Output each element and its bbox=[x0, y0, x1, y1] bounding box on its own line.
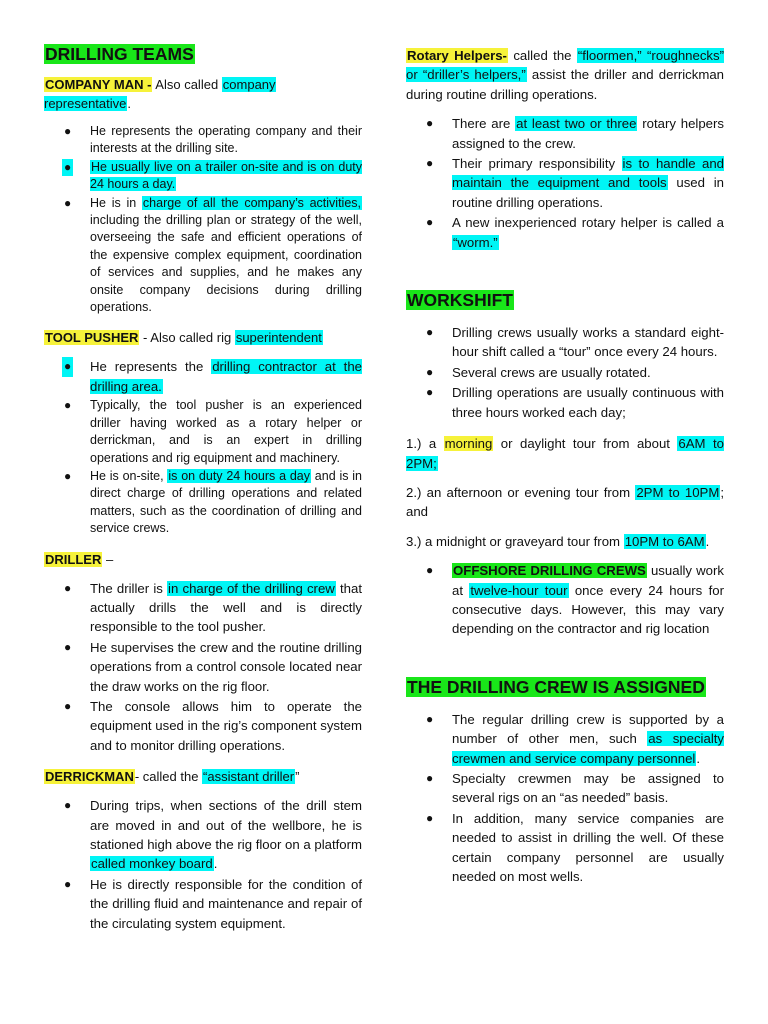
bullet-highlight: in charge of the drilling crew bbox=[168, 580, 335, 596]
bullet-icon: ● bbox=[64, 124, 72, 138]
bullet-icon: ● bbox=[62, 357, 73, 376]
tour-highlight: 6AM to 2PM; bbox=[406, 436, 725, 471]
bullet-text: He is directly responsible for the condition of the drilling fluid and maintenance and repair of the circulating system equipment. bbox=[90, 876, 362, 931]
bullet-highlight: at least two or three bbox=[516, 116, 637, 132]
tour-highlight: 10PM to 6AM bbox=[624, 533, 705, 549]
bullet-icon: ● bbox=[426, 116, 434, 131]
bullet-text: rotary helpers assigned to the crew. bbox=[452, 116, 725, 151]
workshift-heading: WORKSHIFT bbox=[407, 290, 513, 311]
tour-afternoon bbox=[406, 483, 724, 522]
list-item bbox=[44, 123, 362, 158]
right-column bbox=[406, 44, 724, 898]
tour-text: . bbox=[705, 533, 710, 549]
bullet-highlight: is on duty 24 hours a day bbox=[168, 468, 310, 483]
tour-text: 1.) a bbox=[406, 436, 444, 452]
bullet-text: The console allows him to operate the equipment used in the rig’s component system and to monitor drilling operations. bbox=[90, 698, 362, 753]
tool-pusher-list bbox=[44, 357, 362, 537]
bullet-icon: ● bbox=[64, 195, 72, 210]
bullet-highlight: drilling contractor at the drilling area. bbox=[90, 359, 362, 394]
list-item bbox=[406, 323, 724, 362]
list-item bbox=[44, 468, 362, 538]
bullet-text: He is in bbox=[90, 195, 142, 210]
list-item bbox=[44, 195, 362, 317]
tour-text: 3.) a midnight or graveyard tour from bbox=[406, 533, 624, 549]
bullet-text: that actually drills the well and is directly responsible to the tool pusher. bbox=[90, 580, 362, 635]
list-item bbox=[406, 154, 724, 212]
tour-midnight bbox=[406, 532, 724, 551]
company-man-list bbox=[44, 123, 362, 316]
derrickman-list bbox=[44, 796, 362, 933]
bullet-icon: ● bbox=[426, 156, 434, 171]
list-item bbox=[44, 796, 362, 874]
bullet-icon: ● bbox=[426, 215, 434, 230]
derrickman-end: ” bbox=[295, 769, 300, 785]
tour-highlight-yellow: morning bbox=[444, 436, 493, 452]
bullet-text: Specialty crewmen may be assigned to several rigs on an “as needed” basis. bbox=[452, 770, 724, 806]
tool-pusher-label: TOOL PUSHER bbox=[45, 330, 139, 346]
bullet-icon: ● bbox=[426, 770, 434, 785]
bullet-icon: ● bbox=[426, 810, 434, 825]
derrickman-text: - called the bbox=[134, 769, 203, 785]
driller-intro bbox=[44, 550, 362, 569]
bullet-icon: ● bbox=[426, 385, 434, 400]
list-item bbox=[44, 638, 362, 696]
bullet-text: In addition, many service companies are needed to assist in drilling the well. Of these certain company personnel are usually needed on most wells. bbox=[452, 810, 724, 884]
bullet-text: The driller is bbox=[90, 580, 168, 596]
bullet-text: used in routine drilling operations. bbox=[452, 175, 724, 210]
bullet-icon: ● bbox=[64, 876, 72, 891]
list-item bbox=[44, 579, 362, 637]
derrickman-intro bbox=[44, 767, 362, 786]
list-item bbox=[406, 363, 724, 382]
driller-label: DRILLER bbox=[45, 551, 102, 567]
tool-pusher-text: - Also called rig bbox=[139, 330, 235, 346]
bullet-text: A new inexperienced rotary helper is called a bbox=[452, 215, 724, 231]
rotary-text: called the bbox=[507, 48, 577, 63]
bullet-icon: ● bbox=[426, 563, 434, 578]
company-man-intro bbox=[44, 75, 362, 113]
bullet-text: . bbox=[696, 750, 701, 766]
bullet-text: usually work at bbox=[452, 563, 724, 598]
list-item bbox=[44, 697, 362, 755]
tour-morning bbox=[406, 434, 724, 473]
company-man-highlight: company representative bbox=[44, 77, 276, 111]
bullet-icon: ● bbox=[62, 159, 73, 176]
list-item bbox=[44, 159, 362, 194]
bullet-highlight: as specialty crewmen and service company personnel bbox=[452, 731, 725, 766]
bullet-text: once every 24 hours for consecutive days. However, this may vary depending on the contractor and rig location bbox=[452, 582, 724, 637]
tool-pusher-highlight: superintendent bbox=[235, 330, 322, 346]
company-man-end: . bbox=[127, 96, 132, 111]
list-item bbox=[406, 809, 724, 887]
offshore-list bbox=[406, 561, 724, 639]
bullet-icon: ● bbox=[64, 698, 72, 713]
rotary-helpers-intro bbox=[406, 46, 724, 104]
bullet-text: He represents the bbox=[90, 359, 212, 375]
bullet-icon: ● bbox=[64, 398, 72, 413]
derrickman-highlight: “assistant driller bbox=[203, 769, 295, 785]
rotary-helpers-label: Rotary Helpers- bbox=[407, 48, 507, 63]
tour-text: 2.) an afternoon or evening tour from bbox=[406, 484, 636, 500]
bullet-text: He supervises the crew and the routine drilling operations from a control console located near the draw works on the rig floor. bbox=[90, 639, 362, 694]
bullet-text: and is in direct charge of drilling operations and related matters, such as the coordination of drilling and service crews. bbox=[90, 468, 362, 536]
bullet-highlight: twelve-hour tour bbox=[470, 582, 568, 598]
tour-text: or daylight tour from about bbox=[493, 436, 678, 452]
driller-dash: – bbox=[102, 551, 114, 567]
bullet-text: There are bbox=[452, 116, 516, 132]
bullet-icon: ● bbox=[64, 639, 72, 654]
bullet-highlight: charge of all the company’s activities, bbox=[142, 195, 361, 210]
list-item bbox=[406, 561, 724, 639]
list-item bbox=[44, 357, 362, 396]
drilling-teams-heading: DRILLING TEAMS bbox=[45, 44, 194, 64]
bullet-text: Their primary responsibility bbox=[452, 156, 622, 172]
list-item bbox=[406, 213, 724, 252]
bullet-icon: ● bbox=[426, 325, 434, 340]
workshift-list bbox=[406, 323, 724, 422]
bullet-text: Several crews are usually rotated. bbox=[452, 364, 651, 380]
bullet-text: During trips, when sections of the drill stem are moved in and out of the wellbore, he is stationed high above the rig floor on a platform bbox=[90, 798, 362, 852]
crew-assigned-heading: THE DRILLING CREW IS ASSIGNED bbox=[407, 676, 705, 697]
bullet-text: including the drilling plan or strategy of the well, overseeing the safe and efficient operations of the expensive complex equipment, coordination of services and supplies, and he makes any onsite company decisions during drilling operations. bbox=[90, 213, 362, 315]
list-item bbox=[406, 114, 724, 153]
bullet-highlight: is to handle and maintain the equipment and tools bbox=[452, 156, 724, 191]
bullet-icon: ● bbox=[426, 711, 434, 726]
list-item bbox=[44, 875, 362, 933]
list-item bbox=[406, 769, 724, 808]
bullet-highlight: “worm.” bbox=[453, 234, 498, 250]
left-column bbox=[44, 44, 362, 945]
rotary-text-post: assist the driller and derrickman during routine drilling operations. bbox=[406, 67, 724, 102]
driller-list bbox=[44, 579, 362, 756]
derrickman-label: DERRICKMAN bbox=[45, 769, 134, 785]
bullet-icon: ● bbox=[64, 798, 72, 813]
bullet-highlight: called monkey board bbox=[91, 856, 213, 872]
bullet-text: Drilling operations are usually continuous with three hours worked each day; bbox=[452, 385, 724, 420]
bullet-text: The regular drilling crew is supported by a number of other men, such bbox=[452, 711, 724, 747]
bullet-text: Typically, the tool pusher is an experienced driller having worked as a rotary helper or derrickman, and is an expert in drilling operations and rig equipment and machinery. bbox=[90, 398, 362, 465]
bullet-icon: ● bbox=[64, 580, 72, 595]
bullet-icon: ● bbox=[426, 364, 434, 379]
company-man-text: Also called bbox=[152, 77, 222, 92]
list-item bbox=[44, 397, 362, 467]
bullet-text: He is on-site, bbox=[90, 468, 168, 483]
rotary-list bbox=[406, 114, 724, 252]
tour-text: ; and bbox=[406, 484, 724, 520]
rotary-highlight: “floormen,” “roughnecks” or “driller’s helpers,” bbox=[406, 48, 724, 83]
bullet-text-highlight: He usually live on a trailer on-site and is on duty 24 hours a day. bbox=[90, 159, 362, 192]
bullet-icon: ● bbox=[64, 468, 72, 483]
list-item bbox=[406, 710, 724, 768]
bullet-text: Drilling crews usually works a standard eight-hour shift called a “tour” once every 24 hours. bbox=[452, 325, 724, 360]
offshore-label: OFFSHORE DRILLING CREWS bbox=[453, 563, 646, 579]
tour-highlight: 2PM to 10PM bbox=[636, 484, 720, 500]
company-man-label: COMPANY MAN - bbox=[45, 77, 152, 92]
bullet-text: He represents the operating company and their interests at the drilling site. bbox=[90, 124, 362, 156]
list-item bbox=[406, 383, 724, 422]
tool-pusher-intro bbox=[44, 328, 362, 347]
bullet-text: . bbox=[213, 856, 218, 872]
assigned-list bbox=[406, 710, 724, 887]
